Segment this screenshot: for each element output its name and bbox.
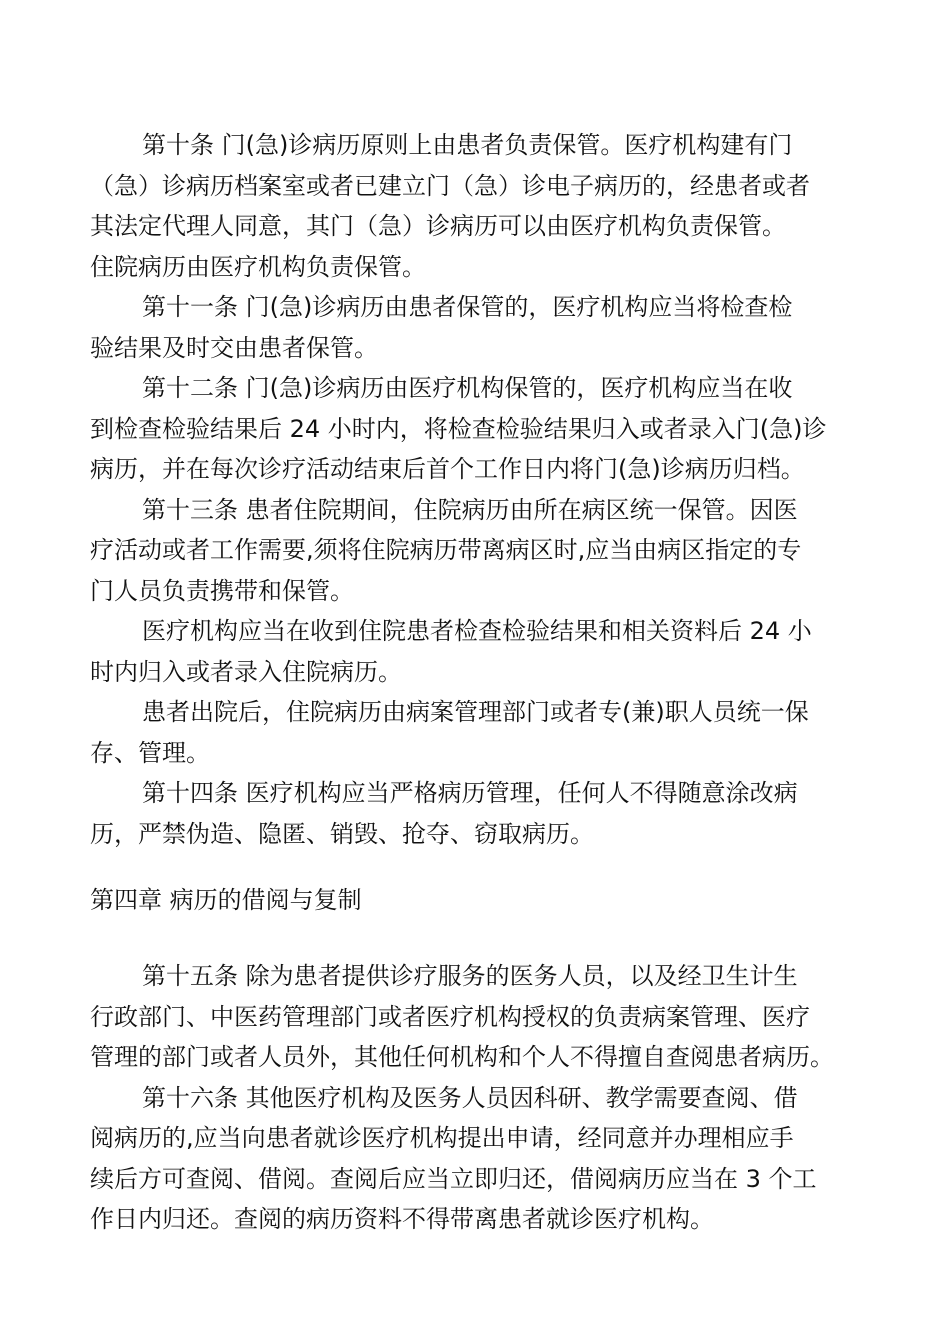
article-13-para-3-line-1: 患者出院后，住院病历由病案管理部门或者专(兼)职人员统一保 (142, 698, 809, 726)
chapter-4-heading: 第四章 病历的借阅与复制 (90, 886, 362, 914)
article-13-para-2-line-2: 时内归入或者录入住院病历。 (90, 658, 402, 686)
article-10-line-1: 第十条 门(急)诊病历原则上由患者负责保管。医疗机构建有门 (142, 131, 793, 159)
article-11-line-2: 验结果及时交由患者保管。 (90, 334, 378, 362)
article-12-line-1: 第十二条 门(急)诊病历由医疗机构保管的，医疗机构应当在收 (142, 374, 793, 402)
article-13-line-1: 第十三条 患者住院期间，住院病历由所在病区统一保管。因医 (142, 496, 798, 524)
article-16-line-3: 续后方可查阅、借阅。查阅后应当立即归还，借阅病历应当在 3 个工 (90, 1165, 817, 1193)
article-15-line-2: 行政部门、中医药管理部门或者医疗机构授权的负责病案管理、医疗 (90, 1003, 810, 1031)
article-15-line-1: 第十五条 除为患者提供诊疗服务的医务人员，以及经卫生计生 (142, 962, 798, 990)
article-13-para-2-line-1: 医疗机构应当在收到住院患者检查检验结果和相关资料后 24 小 (142, 617, 812, 645)
article-14-line-2: 历，严禁伪造、隐匿、销毁、抢夺、窃取病历。 (90, 820, 594, 848)
article-16-line-1: 第十六条 其他医疗机构及医务人员因科研、教学需要查阅、借 (142, 1084, 798, 1112)
article-12-line-2: 到检查检验结果后 24 小时内，将检查检验结果归入或者录入门(急)诊 (90, 415, 827, 443)
article-11-line-1: 第十一条 门(急)诊病历由患者保管的，医疗机构应当将检查检 (142, 293, 793, 321)
article-13-line-2: 疗活动或者工作需要,须将住院病历带离病区时,应当由病区指定的专 (90, 536, 802, 564)
article-10-line-3: 其法定代理人同意，其门（急）诊病历可以由医疗机构负责保管。 (90, 212, 786, 240)
article-16-line-4: 作日内归还。查阅的病历资料不得带离患者就诊医疗机构。 (90, 1205, 714, 1233)
article-14-line-1: 第十四条 医疗机构应当严格病历管理，任何人不得随意涂改病 (142, 779, 798, 807)
article-12-line-3: 病历，并在每次诊疗活动结束后首个工作日内将门(急)诊病历归档。 (90, 455, 805, 483)
article-10-line-4: 住院病历由医疗机构负责保管。 (90, 253, 426, 281)
article-13-para-3-line-2: 存、管理。 (90, 739, 210, 767)
article-13-line-3: 门人员负责携带和保管。 (90, 577, 354, 605)
article-16-line-2: 阅病历的,应当向患者就诊医疗机构提出申请，经同意并办理相应手 (90, 1124, 794, 1152)
article-15-line-3: 管理的部门或者人员外，其他任何机构和个人不得擅自查阅患者病历。 (90, 1043, 834, 1071)
article-10-line-2: （急）诊病历档案室或者已建立门（急）诊电子病历的，经患者或者 (90, 172, 810, 200)
